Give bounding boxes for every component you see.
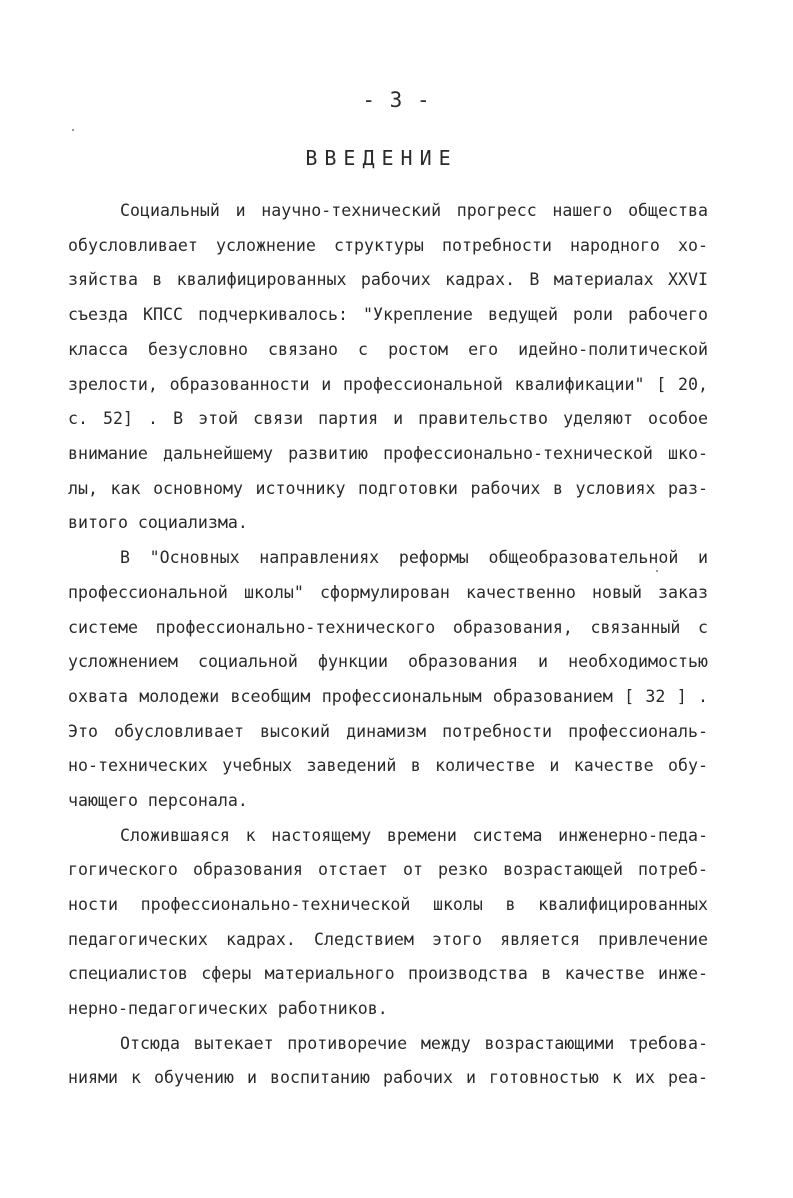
text-line: витого социализма. — [68, 513, 248, 532]
text-line: обусловливает усложнение структуры потребности народного хо- — [68, 236, 708, 255]
text-line: Социальный и научно-технический прогресс нашего общества — [120, 201, 708, 220]
scan-speck — [656, 570, 658, 572]
text-line: педагогических кадрах. Следствием этого является привлечение — [68, 930, 708, 949]
text-line: внимание дальнейшему развитию профессионально-технической шко- — [68, 444, 708, 463]
text-line: гогического образования отстает от резко возрастающей потреб- — [68, 860, 708, 879]
text-line: системе профессионально-технического образования, связанный с — [68, 618, 708, 637]
scan-speck — [72, 129, 74, 131]
text-line: нерно-педагогических работников. — [68, 999, 388, 1018]
text-line: ниями к обучению и воспитанию рабочих и готовностью к их реа- — [68, 1068, 708, 1087]
text-line: зяйства в квалифицированных рабочих кадрах. В материалах XXVI — [68, 270, 708, 289]
text-line: охвата молодежи всеобщим профессиональным образованием [ 32 ] . — [68, 687, 708, 706]
text-line: но-технических учебных заведений в количестве и качестве обу- — [68, 756, 708, 775]
text-line: ности профессионально-технической школы в квалифицированных — [68, 895, 708, 914]
text-line: специалистов сферы материального производства в качестве инже- — [68, 964, 708, 983]
text-line: Отсюда вытекает противоречие между возрастающими требова- — [120, 1034, 708, 1053]
text-line: усложнением социальной функции образования и необходимостью — [68, 652, 708, 671]
text-line: Сложившаяся к настоящему времени система инженерно-педа- — [120, 826, 708, 845]
text-line: съезда КПСС подчеркивалось: "Укрепление ведущей роли рабочего — [68, 305, 708, 324]
text-line: профессиональной школы" сформулирован качественно новый заказ — [68, 583, 708, 602]
text-line: класса безусловно связано с ростом его идейно-политической — [68, 340, 708, 359]
section-heading: ВВЕДЕНИЕ — [305, 146, 458, 170]
text-line: чающего персонала. — [68, 791, 248, 810]
text-line: лы, как основному источнику подготовки рабочих в условиях раз- — [68, 479, 708, 498]
text-line: В "Основных направлениях реформы общеобразовательной и — [120, 548, 708, 567]
page-number: - 3 - — [362, 88, 431, 112]
text-line: зрелости, образованности и профессиональной квалификации" [ 20, — [68, 375, 708, 394]
text-line: Это обусловливает высокий динамизм потребности профессиональ- — [68, 722, 708, 741]
text-line: с. 52] . В этой связи партия и правительство уделяют особое — [68, 409, 708, 428]
